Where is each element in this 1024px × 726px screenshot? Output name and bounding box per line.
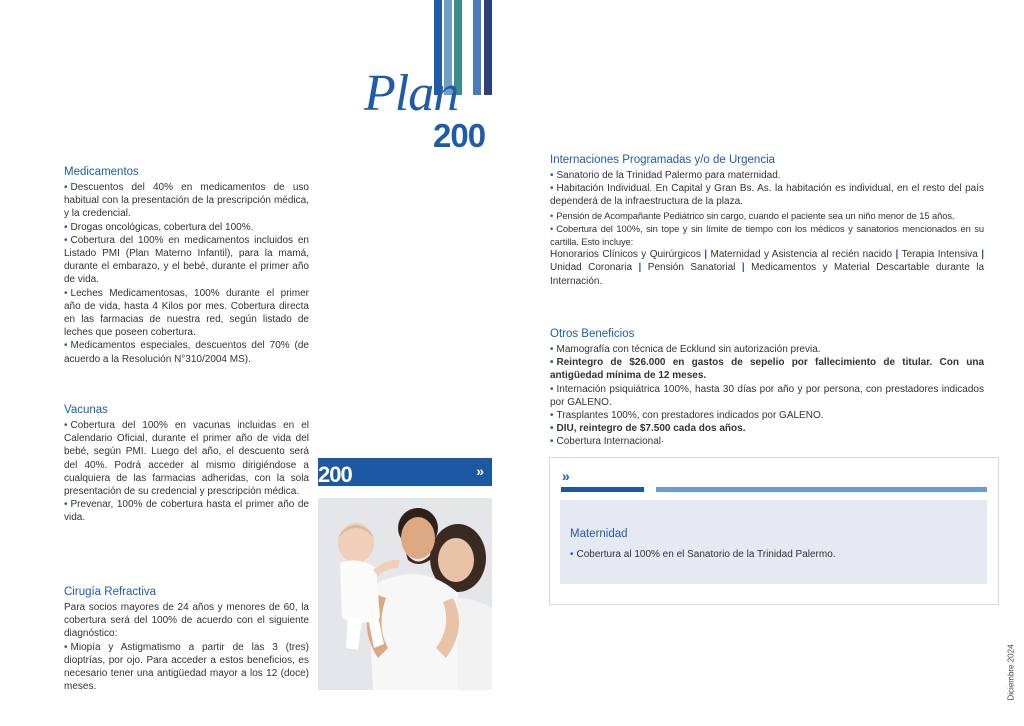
list-item: • DIU, reintegro de $7.500 cada dos años. (550, 423, 746, 435)
logo-bar (473, 0, 481, 95)
section-cirugia (64, 586, 309, 693)
list-item: • Prevenar, 100% de cobertura hasta el primer año de vida. (64, 499, 309, 524)
section-otros-beneficios (550, 328, 984, 449)
include-item: Honorarios Clínicos y Quirúrgicos (550, 249, 701, 261)
list-item: • Drogas oncológicas, cobertura del 100%. (64, 221, 254, 233)
include-item: Maternidad y Asistencia al recién nacido (710, 249, 893, 261)
include-item: Terapia Intensiva (901, 249, 978, 261)
include-item: Medicamentos y Material Descartable durante la Internación. (550, 262, 985, 287)
maternidad-title: Maternidad (570, 528, 628, 540)
includes-list: Honorarios Clínicos y Quirúrgicos | Maternidad y Asistencia al recién nacido | Terapia Intensiva | Unidad Coronaria | Pensión Sanatorial | Medicamentos y Material Descartable durante la Internación. (550, 249, 985, 287)
include-item: Pensión Sanatorial (647, 262, 736, 274)
list-item: • Cobertura del 100% en medicamentos incluidos en Listado PMI (Plan Materno Infantil), para la mamá, durante el embarazo, y el bebé, durante el primer año de vida. (64, 234, 309, 286)
list-item: • Cobertura del 100% en vacunas incluidas en el Calendario Oficial, durante el primer año de vida del bebé, según PMI. Luego del año, el descuento será del 40%. Podrá acceder al mismo dirigiéndose a cualquiera de las farmacias adheridas, con la sola presentación de su credencial y prescripción médica. (64, 420, 309, 498)
maternidad-panel (560, 500, 987, 584)
list-item: • Pensión de Acompañante Pediátrico sin cargo, cuando el paciente sea un niño menor de 15 años. (550, 209, 955, 221)
banner-number: 200 (318, 462, 352, 487)
chevron-right-icon: » (562, 468, 570, 484)
logo-bar (484, 0, 492, 95)
section-intro: Para socios mayores de 24 años y menores de 60, la cobertura será del 100% de acuerdo con el siguiente diagnóstico: (64, 602, 309, 640)
section-title: Otros Beneficios (550, 328, 635, 340)
section-medicamentos (64, 166, 309, 366)
list-item: • Sanatorio de la Trinidad Palermo para maternidad. (550, 170, 781, 181)
list-item: • Descuentos del 40% en medicamentos de uso habitual con la presentación de la prescripción médica, y la credencial. (64, 182, 309, 220)
list-item: • Cobertura Internacional· (550, 436, 665, 448)
list-item: • Internación psiquiátrica 100%, hasta 30 días por año y por persona, con prestadores indicados por GALENO. (550, 383, 984, 408)
list-item: • Reintegro de $26.000 en gastos de sepelio por fallecimiento de titular. Con una antigüedad mínima de 12 meses. (550, 357, 984, 382)
footer-date: Diciembre 2024 (1006, 644, 1016, 701)
family-illustration (318, 498, 492, 690)
chevron-right-icon: » (476, 463, 484, 479)
family-photo (318, 498, 492, 690)
logo-plan-word: Plan (364, 65, 459, 122)
divider-dark (561, 487, 644, 492)
section-title: Internaciones Programadas y/o de Urgencia (550, 154, 776, 166)
list-item: • Cobertura del 100%, sin tope y sin límite de tiempo con los médicos y sanatorios mencionados en su cartilla. Esto incluye: (550, 222, 984, 248)
list-item: • Cobertura al 100% en el Sanatorio de la Trinidad Palermo. (570, 549, 836, 560)
divider-light (656, 487, 987, 492)
section-internaciones (550, 154, 984, 288)
list-item: • Medicamentos especiales, descuentos del 70% (de acuerdo a la Resolución N°310/2004 MS). (64, 340, 309, 365)
list-item: • Trasplantes 100%, con prestadores indicados por GALENO. (550, 410, 824, 422)
plan-banner (318, 458, 492, 486)
section-title: Vacunas (64, 404, 108, 416)
section-vacunas (64, 404, 309, 525)
list-item: • Mamografía con técnica de Ecklund sin autorización previa. (550, 344, 821, 355)
section-title: Cirugía Refractiva (64, 586, 157, 598)
list-item: • Leches Medicamentosas, 100% durante el primer año de vida, hasta 4 Kilos por mes. Cobertura directa en las farmacias de nuestra red, según listado de leches que poseen cobertura. (64, 287, 309, 339)
section-title: Medicamentos (64, 166, 139, 178)
list-item: • Miopía y Astigmatismo a partir de las 3 (tres) dioptrías, por ojo. Para acceder a estos beneficios, es necesario tener una antigüedad mayor a los 12 (doce) meses. (64, 641, 309, 693)
list-item: • Habitación Individual. En Capital y Gran Bs. As. la habitación es individual, en el resto del país dependerá de la infraestructura de la plaza. (550, 183, 984, 208)
include-item: Unidad Coronaria (550, 262, 633, 274)
logo-plan-number: 200 (433, 117, 486, 154)
